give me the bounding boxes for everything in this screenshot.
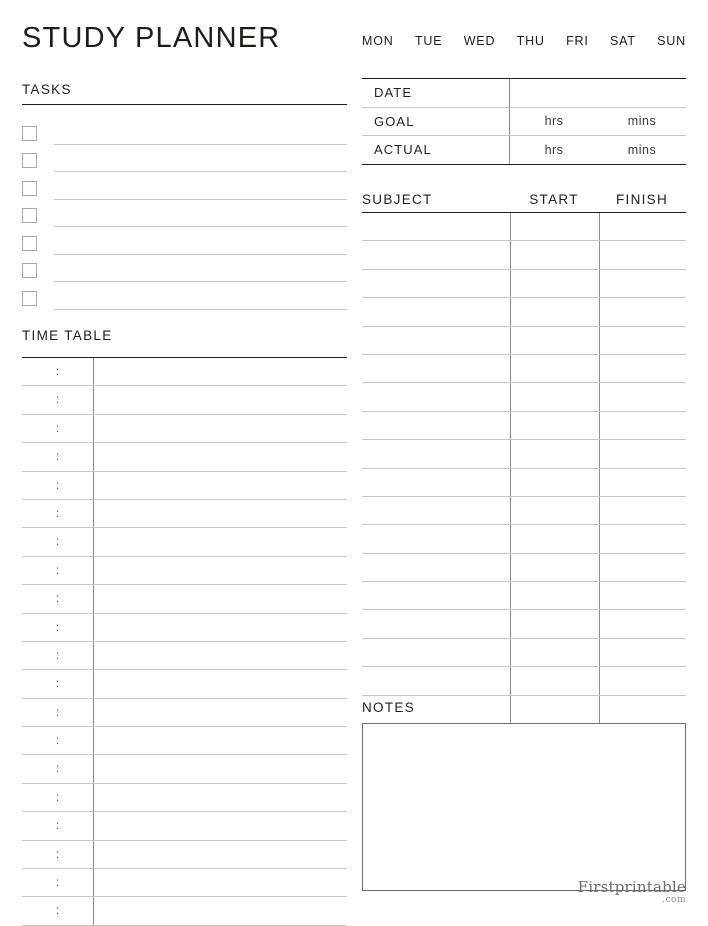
timetable-time-cell[interactable]: : [22, 897, 94, 924]
actual-label: ACTUAL [362, 136, 510, 164]
table-row[interactable] [362, 79, 686, 108]
goal-label: GOAL [362, 108, 510, 136]
finish-cell[interactable] [600, 270, 686, 297]
table-row[interactable] [22, 585, 347, 613]
weekday-selector[interactable] [362, 34, 686, 48]
timetable-time-cell[interactable]: : [22, 614, 94, 641]
finish-cell[interactable] [600, 412, 686, 439]
timetable-entry-cell[interactable] [94, 500, 347, 527]
table-row[interactable] [22, 415, 347, 443]
start-cell[interactable] [511, 383, 600, 410]
start-column-header: START [529, 191, 579, 207]
table-row[interactable] [22, 727, 347, 755]
table-row[interactable] [22, 642, 347, 670]
timetable-entry-cell[interactable] [94, 443, 347, 470]
tasks-section [22, 82, 347, 310]
timetable-time-cell[interactable]: : [22, 699, 94, 726]
finish-cell[interactable] [600, 469, 686, 496]
timetable-heading: TIME TABLE [22, 328, 113, 343]
goal-value-field[interactable] [510, 108, 686, 136]
table-row[interactable] [362, 639, 686, 667]
timetable-entry-cell[interactable] [94, 897, 347, 924]
task-input-line[interactable] [54, 253, 347, 255]
brand-tld: .com [662, 894, 686, 905]
timetable-time-cell[interactable]: : [22, 841, 94, 868]
start-cell[interactable] [511, 525, 600, 552]
checkbox-icon[interactable] [22, 181, 37, 196]
table-row[interactable] [22, 557, 347, 585]
subject-cell[interactable] [362, 327, 511, 354]
checkbox-icon[interactable] [22, 126, 37, 141]
timetable-time-cell[interactable]: : [22, 670, 94, 697]
timetable-entry-cell[interactable] [94, 585, 347, 612]
table-row[interactable] [362, 327, 686, 355]
tasks-list [22, 117, 347, 310]
table-row[interactable] [362, 213, 686, 241]
start-cell[interactable] [511, 412, 600, 439]
table-row[interactable] [22, 614, 347, 642]
subject-cell[interactable] [362, 582, 511, 609]
checkbox-icon[interactable] [22, 263, 37, 278]
goal-mins-unit: mins [627, 114, 657, 129]
start-cell[interactable] [511, 639, 600, 666]
timetable-entry-cell[interactable] [94, 812, 347, 839]
weekday-mon[interactable]: MON [362, 34, 394, 48]
timetable-entry-cell[interactable] [94, 727, 347, 754]
notes-input[interactable] [362, 723, 686, 891]
weekday-tue[interactable]: TUE [414, 34, 443, 48]
timetable-time-cell[interactable]: : [22, 528, 94, 555]
weekday-sun[interactable]: SUN [657, 34, 686, 48]
table-row[interactable] [22, 386, 347, 414]
finish-cell[interactable] [600, 667, 686, 694]
task-input-line[interactable] [54, 308, 347, 310]
finish-cell[interactable] [600, 327, 686, 354]
start-cell[interactable] [511, 298, 600, 325]
timetable-entry-cell[interactable] [94, 670, 347, 697]
timetable-grid [22, 357, 347, 926]
timetable-section [22, 328, 347, 926]
finish-cell[interactable] [600, 298, 686, 325]
start-cell[interactable] [511, 610, 600, 637]
start-cell[interactable] [511, 270, 600, 297]
task-input-line[interactable] [54, 170, 347, 172]
table-row[interactable] [22, 528, 347, 556]
table-row[interactable] [362, 582, 686, 610]
timetable-time-cell[interactable]: : [22, 358, 94, 385]
table-row[interactable] [362, 497, 686, 525]
finish-cell[interactable] [600, 440, 686, 467]
finish-cell[interactable] [600, 610, 686, 637]
subject-cell[interactable] [362, 525, 511, 552]
subject-cell[interactable] [362, 355, 511, 382]
timetable-entry-cell[interactable] [94, 841, 347, 868]
table-row[interactable] [362, 554, 686, 582]
table-row[interactable] [22, 841, 347, 869]
task-input-line[interactable] [54, 280, 347, 282]
subject-cell[interactable] [362, 270, 511, 297]
notes-heading: NOTES [362, 700, 416, 715]
weekday-thu[interactable]: THU [516, 34, 545, 48]
timetable-entry-cell[interactable] [94, 528, 347, 555]
table-row[interactable] [362, 469, 686, 497]
finish-cell[interactable] [600, 639, 686, 666]
brand-name: Firstprintable [577, 877, 686, 896]
table-row[interactable] [22, 869, 347, 897]
table-row[interactable] [362, 610, 686, 638]
task-input-line[interactable] [54, 198, 347, 200]
page-title: STUDY PLANNER [22, 22, 281, 54]
start-cell[interactable] [511, 497, 600, 524]
timetable-entry-cell[interactable] [94, 386, 347, 413]
timetable-time-cell[interactable]: : [22, 443, 94, 470]
timetable-entry-cell[interactable] [94, 784, 347, 811]
start-cell[interactable] [511, 667, 600, 694]
timetable-time-cell[interactable]: : [22, 869, 94, 896]
table-row[interactable] [362, 355, 686, 383]
checkbox-icon[interactable] [22, 153, 37, 168]
table-row[interactable] [362, 440, 686, 468]
timetable-entry-cell[interactable] [94, 415, 347, 442]
timetable-time-cell[interactable]: : [22, 415, 94, 442]
timetable-entry-cell[interactable] [94, 358, 347, 385]
subject-cell[interactable] [362, 241, 511, 268]
table-row[interactable] [362, 667, 686, 695]
start-cell[interactable] [511, 327, 600, 354]
start-cell[interactable] [511, 440, 600, 467]
table-row[interactable] [22, 358, 347, 386]
table-row[interactable] [22, 500, 347, 528]
list-item[interactable] [22, 227, 347, 255]
table-row[interactable] [362, 412, 686, 440]
finish-cell[interactable] [600, 241, 686, 268]
timetable-time-cell[interactable]: : [22, 755, 94, 782]
tasks-heading: TASKS [22, 82, 347, 105]
timetable-time-cell[interactable]: : [22, 500, 94, 527]
list-item[interactable] [22, 145, 347, 173]
timetable-time-cell[interactable]: : [22, 557, 94, 584]
start-cell[interactable] [511, 355, 600, 382]
finish-cell[interactable] [600, 497, 686, 524]
table-row[interactable] [22, 784, 347, 812]
subject-grid [362, 212, 686, 724]
subject-cell[interactable] [362, 213, 511, 240]
timetable-time-cell[interactable]: : [22, 812, 94, 839]
start-cell[interactable] [511, 241, 600, 268]
subject-section [362, 186, 686, 724]
weekday-fri[interactable]: FRI [566, 34, 589, 48]
table-row[interactable] [22, 812, 347, 840]
checkbox-icon[interactable] [22, 208, 37, 223]
timetable-time-cell[interactable]: : [22, 727, 94, 754]
table-row[interactable] [22, 699, 347, 727]
list-item[interactable] [22, 255, 347, 283]
actual-value-field[interactable] [510, 136, 686, 164]
timetable-time-cell[interactable]: : [22, 784, 94, 811]
subject-cell[interactable] [362, 469, 511, 496]
start-cell[interactable] [511, 582, 600, 609]
finish-cell[interactable] [600, 554, 686, 581]
finish-cell[interactable] [600, 355, 686, 382]
table-row[interactable] [362, 136, 686, 164]
subject-cell[interactable] [362, 298, 511, 325]
timetable-time-cell[interactable]: : [22, 472, 94, 499]
table-row[interactable] [362, 383, 686, 411]
summary-grid [362, 78, 686, 165]
subject-column-header: SUBJECT [362, 191, 433, 207]
finish-cell[interactable] [600, 383, 686, 410]
task-input-line[interactable] [54, 225, 347, 227]
subject-cell[interactable] [362, 610, 511, 637]
subject-cell[interactable] [362, 554, 511, 581]
timetable-entry-cell[interactable] [94, 642, 347, 669]
finish-cell[interactable] [600, 582, 686, 609]
timetable-entry-cell[interactable] [94, 755, 347, 782]
subject-cell[interactable] [362, 383, 511, 410]
subject-cell[interactable] [362, 440, 511, 467]
timetable-entry-cell[interactable] [94, 699, 347, 726]
table-row[interactable] [22, 670, 347, 698]
table-row[interactable] [362, 108, 686, 137]
start-cell[interactable] [511, 213, 600, 240]
actual-mins-unit: mins [627, 142, 657, 157]
subject-cell[interactable] [362, 639, 511, 666]
list-item[interactable] [22, 282, 347, 310]
table-row[interactable] [362, 525, 686, 553]
checkbox-icon[interactable] [22, 291, 37, 306]
subject-cell[interactable] [362, 412, 511, 439]
list-item[interactable] [22, 117, 347, 145]
date-value-field[interactable] [510, 79, 686, 107]
table-row[interactable] [22, 897, 347, 925]
date-label: DATE [362, 79, 510, 107]
table-row[interactable] [22, 443, 347, 471]
task-input-line[interactable] [54, 143, 347, 145]
actual-hrs-unit: hrs [544, 142, 564, 157]
list-item[interactable] [22, 200, 347, 228]
start-cell[interactable] [511, 469, 600, 496]
notes-section [362, 700, 686, 891]
table-row[interactable] [362, 270, 686, 298]
finish-cell[interactable] [600, 525, 686, 552]
summary-section [362, 78, 686, 165]
table-row[interactable] [22, 755, 347, 783]
weekday-sat[interactable]: SAT [610, 34, 636, 48]
goal-hrs-unit: hrs [544, 114, 564, 129]
subject-table-header [362, 186, 686, 212]
table-row[interactable] [362, 298, 686, 326]
timetable-entry-cell[interactable] [94, 614, 347, 641]
timetable-entry-cell[interactable] [94, 557, 347, 584]
timetable-time-cell[interactable]: : [22, 585, 94, 612]
timetable-time-cell[interactable]: : [22, 642, 94, 669]
timetable-entry-cell[interactable] [94, 869, 347, 896]
weekday-wed[interactable]: WED [463, 34, 496, 48]
subject-cell[interactable] [362, 497, 511, 524]
checkbox-icon[interactable] [22, 236, 37, 251]
list-item[interactable] [22, 172, 347, 200]
finish-cell[interactable] [600, 213, 686, 240]
table-row[interactable] [22, 472, 347, 500]
brand-watermark [577, 877, 686, 905]
subject-cell[interactable] [362, 667, 511, 694]
timetable-time-cell[interactable]: : [22, 386, 94, 413]
start-cell[interactable] [511, 554, 600, 581]
table-row[interactable] [362, 241, 686, 269]
finish-column-header: FINISH [615, 191, 669, 207]
timetable-entry-cell[interactable] [94, 472, 347, 499]
